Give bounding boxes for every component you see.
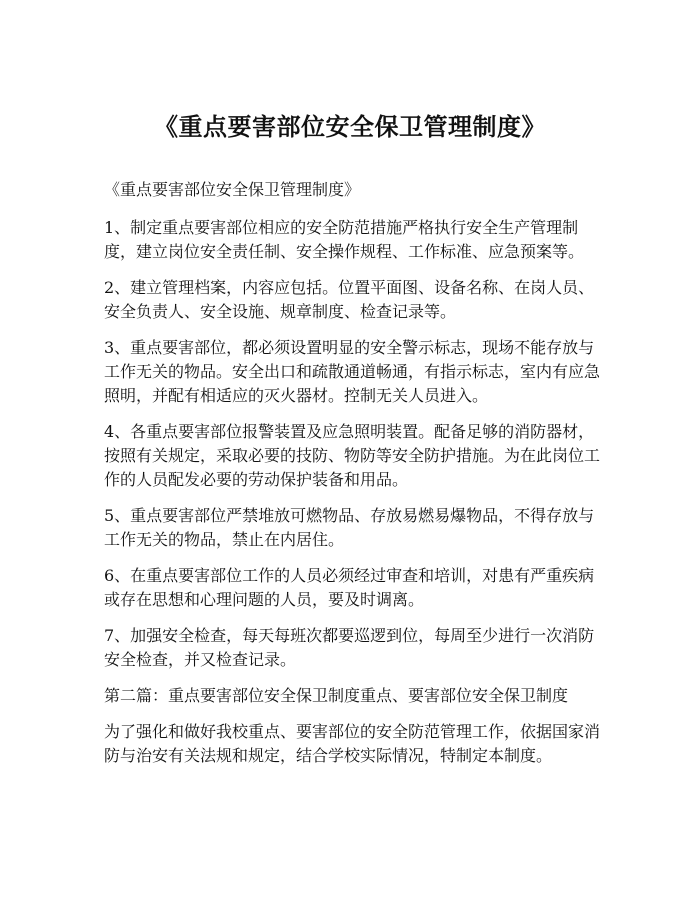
document-title: 《重点要害部位安全保卫管理制度》 xyxy=(154,112,546,141)
paragraph-intro-2: 为了强化和做好我校重点、要害部位的安全防范管理工作，依据国家消防与治安有关法规和规定，结合学校实际情况，特制定本制度。 xyxy=(104,722,601,765)
paragraph-7: 7、加强安全检查，每天每班次都要巡逻到位，每周至少进行一次消防安全检查，并又检查记录。 xyxy=(104,626,595,669)
paragraph-4: 4、各重点要害部位报警装置及应急照明装置。配备足够的消防器材，按照有关规定，采取必要的技防、物防等安全防护措施。为在此岗位工作的人员配发必要的劳动保护装备和用品。 xyxy=(104,422,601,489)
paragraph-1: 1、制定重点要害部位相应的安全防范措施严格执行安全生产管理制度，建立岗位安全责任制、安全操作规程、工作标准、应急预案等。 xyxy=(104,218,585,261)
document-subtitle: 《重点要害部位安全保卫管理制度》 xyxy=(104,180,361,199)
section-heading-2: 第二篇：重点要害部位安全保卫制度重点、要害部位安全保卫制度 xyxy=(104,686,569,705)
paragraph-3: 3、重点要害部位，都必须设置明显的安全警示标志，现场不能存放与工作无关的物品。安全出口和疏散通道畅通，有指示标志，室内有应急照明，并配有相适应的灭火器材。控制无关人员进入。 xyxy=(104,338,601,405)
paragraph-2: 2、建立管理档案，内容应包括。位置平面图、设备名称、在岗人员、安全负责人、安全设施、规章制度、检查记录等。 xyxy=(104,278,595,321)
paragraph-5: 5、重点要害部位严禁堆放可燃物品、存放易燃易爆物品，不得存放与工作无关的物品，禁止在内居住。 xyxy=(104,506,595,549)
document-body xyxy=(104,178,604,780)
paragraph-6: 6、在重点要害部位工作的人员必须经过审查和培训，对患有严重疾病或存在思想和心理问题的人员，要及时调离。 xyxy=(104,566,595,609)
